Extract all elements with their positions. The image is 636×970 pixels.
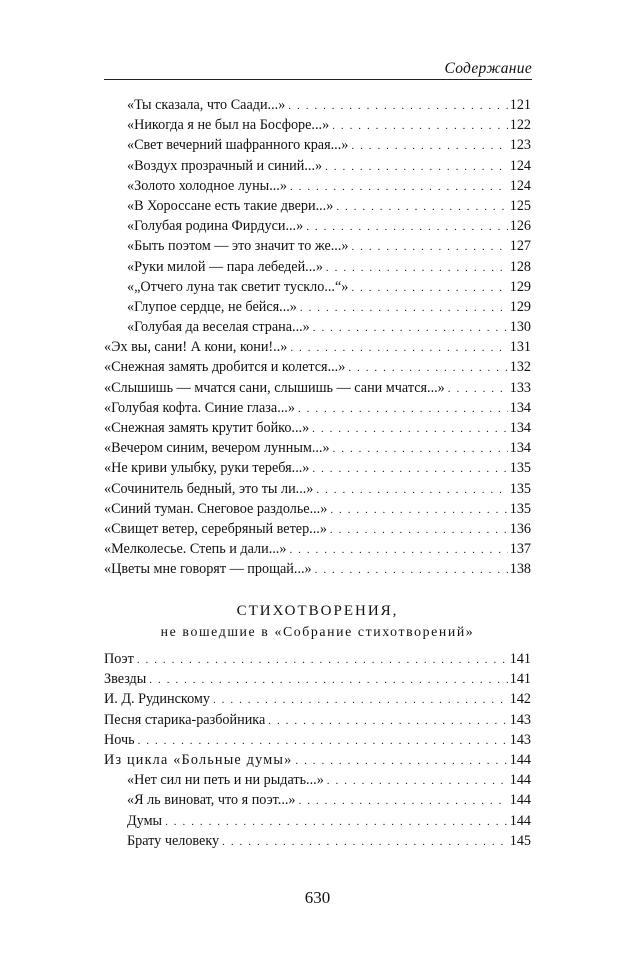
toc-entry (104, 831, 531, 851)
toc-entry-page: 144 (509, 751, 531, 768)
toc-entry-title: «Голубая кофта. Синие глаза...» (104, 399, 295, 416)
toc-entry-page: 141 (509, 671, 531, 688)
toc-entry-title: «Эх вы, сани! А кони, кони!..» (104, 339, 288, 356)
toc-entry (104, 770, 531, 790)
toc-entry (104, 156, 531, 176)
toc-entry (104, 689, 531, 709)
toc-leader-dots (333, 439, 508, 459)
toc-entry-title: «Золото холодное луны...» (127, 177, 287, 194)
toc-entry (104, 176, 531, 196)
toc-entry-page: 135 (509, 460, 531, 477)
toc-entry (104, 710, 531, 730)
toc-entry-title: Из цикла «Больные думы» (104, 751, 293, 768)
toc-entry-page: 124 (509, 177, 531, 194)
toc-leader-dots (351, 136, 507, 156)
toc-entry-page: 135 (509, 500, 531, 517)
toc-entry-title: «Свет вечерний шафранного края...» (127, 137, 349, 154)
toc-entry-page: 125 (509, 197, 531, 214)
toc-entry-page: 137 (509, 541, 531, 558)
toc-leader-dots (213, 690, 508, 710)
toc-entry-page: 126 (509, 218, 531, 235)
toc-entry (104, 730, 531, 750)
toc-entry-page: 142 (509, 691, 531, 708)
toc-entry (104, 519, 531, 539)
toc-entry (104, 277, 531, 297)
toc-entry-page: 144 (509, 812, 531, 829)
toc-entry (104, 649, 531, 669)
toc-entry-title: «Слышишь — мчатся сани, слышишь — сани мчатся...» (104, 379, 445, 396)
toc-entry-page: 143 (509, 731, 531, 748)
toc-entry-page: 127 (509, 238, 531, 255)
toc-leader-dots (316, 480, 507, 500)
toc-entry-title: «Я ль виноват, что я поэт...» (127, 792, 296, 809)
toc-entry (104, 257, 531, 277)
toc-entry (104, 499, 531, 519)
toc-leader-dots (330, 500, 507, 520)
toc-entry-page: 136 (509, 520, 531, 537)
toc-entry (104, 418, 531, 438)
toc-entry-page: 134 (509, 420, 531, 436)
toc-entry-title: «Не криви улыбку, руки теребя...» (104, 460, 310, 477)
section-subtitle: не вошедшие в «Собрание стихотворений» (160, 624, 475, 639)
toc-entry-page: 134 (509, 440, 531, 457)
toc-leader-dots (288, 96, 507, 116)
toc-entry (104, 479, 531, 499)
toc-leader-dots (306, 217, 508, 237)
toc-entry-title: «Нет сил ни петь и ни рыдать...» (127, 772, 324, 789)
toc-entry-title: «„Отчего луна так светит тускло...“» (127, 278, 349, 295)
toc-entry-title: «Никогда я не был на Босфоре...» (127, 117, 330, 134)
toc-entry (104, 236, 531, 256)
toc-leader-dots (351, 237, 507, 257)
toc-leader-dots (312, 459, 507, 479)
toc-entry-title: Брату человеку (127, 832, 220, 849)
toc-entry-page: 144 (509, 792, 531, 809)
toc-entry-page: 121 (509, 97, 531, 113)
toc-entry-title: Поэт (104, 651, 134, 667)
toc-entry-title: «Снежная замять дробится и колется...» (104, 359, 346, 376)
toc-entry (104, 559, 531, 579)
toc-leader-dots (448, 379, 508, 399)
toc-entry-title: «Сочинитель бедный, это ты ли...» (104, 480, 314, 497)
toc-entry-title: Думы (127, 812, 163, 829)
toc-entry-title: «Ты сказала, что Саади...» (127, 97, 286, 113)
toc-entry-page: 134 (509, 399, 531, 416)
toc-entry-page: 123 (509, 137, 531, 154)
toc-entry (104, 135, 531, 155)
toc-entry-title: «Синий туман. Снеговое раздолье...» (104, 500, 328, 517)
toc-entry (104, 115, 531, 135)
toc-entry-page: 138 (509, 561, 531, 578)
toc-entry-page: 131 (509, 339, 531, 356)
toc-leader-dots (300, 298, 508, 318)
toc-leader-dots (315, 560, 508, 580)
toc-entry-title: «Голубая родина Фирдуси...» (127, 218, 304, 235)
toc-entry-title: И. Д. Рудинскому (104, 691, 210, 708)
toc-entry-page: 143 (509, 711, 531, 728)
toc-leader-dots (295, 751, 507, 771)
toc-entry-page: 122 (509, 117, 531, 134)
toc-entry (104, 458, 531, 478)
header-rule (104, 79, 532, 80)
toc-entry-title: Звезды (104, 671, 147, 688)
toc-entry-title: «Голубая да веселая страна...» (127, 319, 310, 336)
header-title: Содержание (444, 60, 532, 77)
toc-entry-page: 144 (509, 772, 531, 789)
toc-leader-dots (165, 812, 508, 832)
toc-entry-page: 141 (509, 651, 531, 667)
toc-entry-title: «Цветы мне говорят — прощай...» (104, 561, 312, 578)
toc-entry (104, 750, 531, 770)
toc-leader-dots (222, 832, 508, 852)
toc-entry-title: «Снежная замять крутит бойко...» (104, 420, 310, 436)
toc-entry-page: 128 (509, 258, 531, 275)
toc-entry-page: 130 (509, 319, 531, 336)
toc-leader-dots (298, 399, 508, 419)
toc-entry (104, 95, 531, 115)
toc-entry (104, 297, 531, 317)
toc-entry (104, 216, 531, 236)
toc-entry-title: «Мелколесье. Степь и дали...» (104, 541, 287, 558)
toc-leader-dots (325, 157, 508, 177)
toc-leader-dots (332, 116, 508, 136)
toc-entry-page: 132 (509, 359, 531, 376)
toc-leader-dots (290, 177, 508, 197)
toc-entry (104, 378, 531, 398)
toc-entry-title: Ночь (104, 731, 135, 748)
toc-entry-page: 129 (509, 298, 531, 315)
toc-leader-dots (289, 540, 507, 560)
toc-entry (104, 357, 531, 377)
toc-entry-title: «Глупое сердце, не бейся...» (127, 298, 297, 315)
toc-entry-title: «Вечером синим, вечером лунным...» (104, 440, 330, 457)
toc-entry-title: Песня старика-разбойника (104, 711, 266, 728)
toc-entry (104, 438, 531, 458)
toc-leader-dots (299, 791, 508, 811)
toc-leader-dots (327, 771, 508, 791)
toc-entry-page: 133 (509, 379, 531, 396)
toc-entry (104, 790, 531, 810)
toc-leader-dots (330, 520, 508, 540)
toc-entry-page: 129 (509, 278, 531, 295)
toc-leader-dots (313, 318, 508, 338)
toc-entry (104, 811, 531, 831)
toc-entry-page: 124 (509, 157, 531, 174)
toc-entry (104, 196, 531, 216)
toc-entry (104, 398, 531, 418)
toc-entry-title: «Быть поэтом — это значит то же...» (127, 238, 349, 255)
toc-leader-dots (268, 711, 507, 731)
toc-leader-dots (351, 278, 507, 298)
toc-entry (104, 669, 531, 689)
section-title: СТИХОТВОРЕНИЯ, (236, 603, 399, 619)
page-number: 630 (304, 888, 331, 907)
toc-entry-title: «Руки милой — пара лебедей...» (127, 258, 323, 275)
toc-leader-dots (137, 650, 508, 670)
toc-entry (104, 317, 531, 337)
toc-entry-title: «Свищет ветер, серебряный ветер...» (104, 520, 327, 537)
toc-leader-dots (336, 197, 507, 217)
toc-entry (104, 539, 531, 559)
toc-list-part2 (104, 649, 531, 851)
toc-leader-dots (326, 258, 508, 278)
toc-leader-dots (312, 419, 508, 439)
toc-leader-dots (138, 731, 508, 751)
toc-entry-title: «В Хороссане есть такие двери...» (127, 197, 334, 214)
toc-entry-page: 145 (509, 832, 531, 849)
toc-entry-page: 135 (509, 480, 531, 497)
toc-leader-dots (149, 670, 507, 690)
toc-leader-dots (348, 358, 507, 378)
toc-list-part1 (104, 95, 531, 580)
toc-entry (104, 337, 531, 357)
toc-entry-title: «Воздух прозрачный и синий...» (127, 157, 323, 174)
toc-leader-dots (290, 338, 507, 358)
